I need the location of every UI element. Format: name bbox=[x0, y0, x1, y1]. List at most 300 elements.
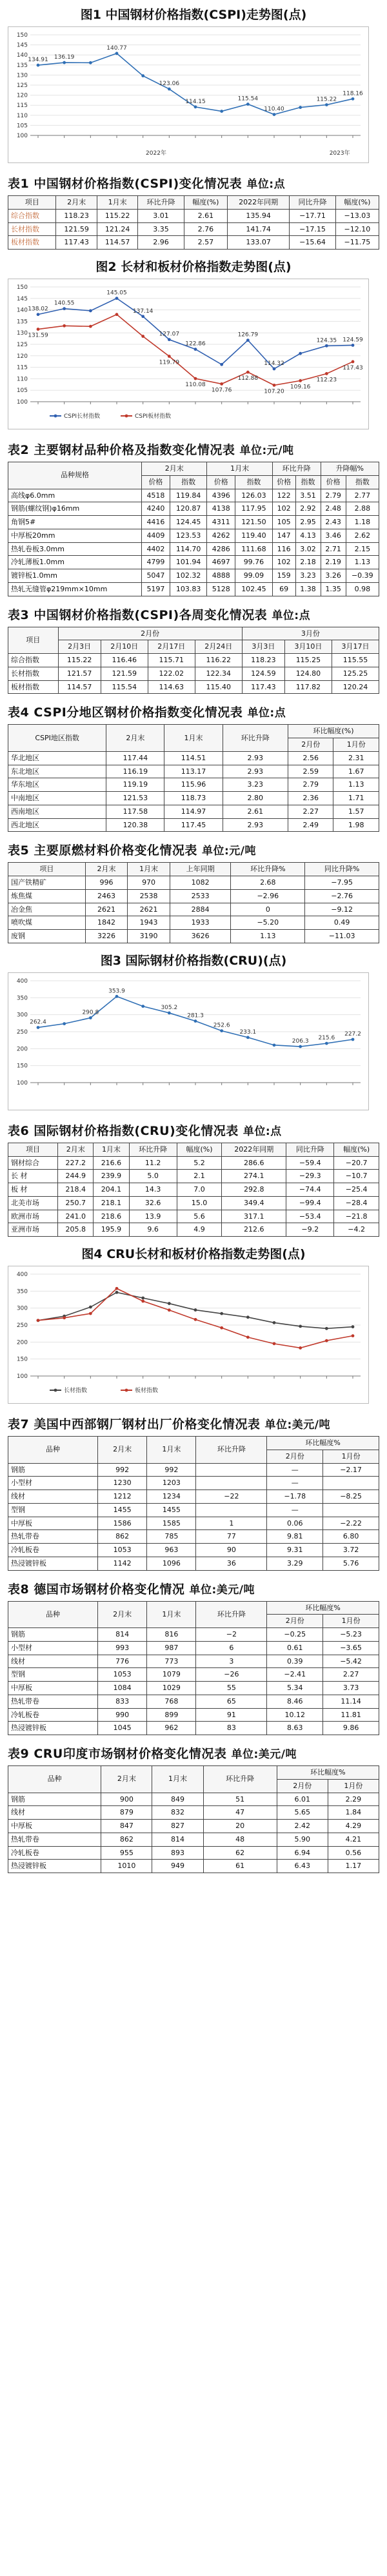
data-point bbox=[194, 105, 197, 108]
data-label: 233.1 bbox=[239, 1028, 257, 1036]
table-cell: 5.0 bbox=[129, 1170, 177, 1183]
table-cell: 117.58 bbox=[106, 805, 164, 818]
table-cell: 热轧无缝管φ219mm×10mm bbox=[8, 582, 142, 596]
table-cell: 5.90 bbox=[277, 1833, 328, 1846]
table3-title-text: 表3 中国钢材价格指数(CSPI)各周变化情况表 bbox=[8, 607, 268, 622]
table-cell: 832 bbox=[152, 1806, 203, 1820]
data-label: 115.54 bbox=[237, 95, 259, 103]
table-cell: 镀锌板1.0mm bbox=[8, 569, 142, 583]
table-cell: 990 bbox=[98, 1708, 147, 1722]
table-cell: 1 bbox=[196, 1517, 267, 1530]
table-row bbox=[8, 489, 379, 502]
table-cell: 3.01 bbox=[138, 209, 184, 222]
data-label: 262.4 bbox=[30, 1019, 46, 1026]
table-header-row bbox=[8, 627, 379, 640]
data-point bbox=[115, 1287, 119, 1290]
table-cell: 114.57 bbox=[97, 236, 137, 250]
data-label: 215.6 bbox=[318, 1034, 335, 1041]
table-cell: 833 bbox=[98, 1695, 147, 1708]
table-row bbox=[8, 1655, 379, 1668]
table-cell: 115.22 bbox=[97, 209, 137, 222]
table-cell: 814 bbox=[98, 1628, 147, 1642]
table-cell: 1234 bbox=[147, 1490, 196, 1504]
table-row bbox=[8, 1628, 379, 1642]
table8-unit: 单位:美元/吨 bbox=[189, 1583, 255, 1597]
table1-title bbox=[8, 170, 379, 195]
data-point bbox=[37, 64, 40, 67]
table-cell: 4409 bbox=[142, 529, 170, 542]
fig4-chart bbox=[8, 1266, 369, 1404]
table-cell: −9.2 bbox=[286, 1223, 334, 1237]
table-cell: −0.39 bbox=[346, 569, 379, 583]
data-label: 110.08 bbox=[185, 382, 206, 389]
table-cell: 115.22 bbox=[58, 654, 101, 667]
table-cell: 2.57 bbox=[184, 236, 227, 250]
table-cell: −20.7 bbox=[334, 1156, 379, 1170]
table-header-cell: 环比幅度(%) bbox=[288, 725, 379, 738]
table-header-cell: 同比升降 bbox=[286, 1143, 334, 1156]
table-cell: −11.75 bbox=[335, 236, 379, 250]
table-cell: 122 bbox=[272, 489, 295, 502]
table9-title-text: 表9 CRU印度市场钢材价格变化情况表 bbox=[8, 1747, 227, 1761]
table-header-cell: 品种 bbox=[8, 1766, 101, 1793]
table-cell: 0.49 bbox=[305, 916, 379, 930]
table-cell: 2.76 bbox=[184, 222, 227, 236]
table-cell: −2.96 bbox=[231, 889, 305, 903]
y-tick-label: 100 bbox=[16, 1079, 28, 1086]
table-cell: 9.81 bbox=[267, 1530, 323, 1544]
table-cell: 119.84 bbox=[170, 489, 207, 502]
legend-label: CSPI板材指数 bbox=[135, 413, 172, 420]
table-header-cell: 环比升降% bbox=[231, 863, 305, 876]
table-cell: 101.94 bbox=[170, 556, 207, 569]
data-point bbox=[63, 61, 66, 64]
table-subheader-row bbox=[8, 640, 379, 654]
table-cell: 20 bbox=[203, 1820, 277, 1833]
table-cell: 69 bbox=[272, 582, 295, 596]
table-cell bbox=[323, 1503, 379, 1517]
fig4-caption: 图4 CRU长材和板材价格指数走势图(点) bbox=[81, 1247, 306, 1261]
table-header-cell: 3月17日 bbox=[332, 640, 379, 654]
table-cell bbox=[323, 1477, 379, 1490]
table6-section bbox=[0, 1115, 387, 1239]
table-row bbox=[8, 1156, 379, 1170]
data-point bbox=[168, 88, 171, 91]
table-header-cell: 环比幅度% bbox=[277, 1766, 379, 1780]
data-point bbox=[325, 1041, 328, 1045]
data-point bbox=[273, 1321, 276, 1324]
table-cell: 1842 bbox=[85, 916, 128, 930]
table-row bbox=[8, 916, 379, 930]
table-cell: 117.95 bbox=[235, 502, 273, 516]
table-header-row bbox=[8, 725, 379, 738]
table-cell: 1010 bbox=[101, 1860, 152, 1873]
table-row bbox=[8, 1708, 379, 1722]
table-cell: 2.92 bbox=[295, 502, 321, 516]
table7-title bbox=[8, 1411, 379, 1436]
table-cell: 117.82 bbox=[284, 680, 332, 694]
table-cell: 239.9 bbox=[94, 1170, 129, 1183]
table-header-row bbox=[8, 462, 379, 476]
table-cell: 121.59 bbox=[56, 222, 97, 236]
table-cell: 高线φ6.0mm bbox=[8, 489, 142, 502]
data-point bbox=[246, 1036, 250, 1039]
table-cell: 欧洲市场 bbox=[8, 1210, 58, 1223]
table-header-cell: 环比幅度% bbox=[267, 1601, 379, 1615]
data-point bbox=[89, 1306, 92, 1309]
table-cell: 钢筋(螺纹钢)φ16mm bbox=[8, 502, 142, 516]
table-cell: 热浸镀锌板 bbox=[8, 1557, 98, 1570]
table-cell: 121.57 bbox=[58, 667, 101, 680]
data-point bbox=[352, 344, 355, 347]
table-cell: 2.1 bbox=[177, 1170, 222, 1183]
table-cell: −26 bbox=[196, 1668, 267, 1682]
table-cell: 115.40 bbox=[195, 680, 242, 694]
table-header-cell: 项目 bbox=[8, 863, 86, 876]
table-cell: 119.40 bbox=[235, 529, 273, 542]
table-cell: 2463 bbox=[85, 889, 128, 903]
table-cell: 993 bbox=[98, 1641, 147, 1655]
table-cell: 热浸镀锌板 bbox=[8, 1722, 98, 1735]
table-cell: 2.18 bbox=[295, 556, 321, 569]
table-cell: 1045 bbox=[98, 1722, 147, 1735]
table9-unit: 单位:美元/吨 bbox=[231, 1748, 297, 1761]
data-label: 123.06 bbox=[159, 81, 180, 88]
table-header-cell: 1月份 bbox=[323, 1615, 379, 1628]
table-cell: 114.97 bbox=[164, 805, 223, 818]
table-cell: 中南地区 bbox=[8, 792, 106, 805]
table9 bbox=[8, 1765, 379, 1873]
table-cell: 5197 bbox=[142, 582, 170, 596]
data-point bbox=[299, 352, 302, 355]
table-cell: 5128 bbox=[207, 582, 235, 596]
y-tick-label: 300 bbox=[16, 1305, 28, 1312]
table9-section bbox=[0, 1738, 387, 1876]
data-point bbox=[89, 1016, 92, 1019]
table-cell: 2.19 bbox=[321, 556, 346, 569]
y-tick-label: 150 bbox=[16, 32, 28, 39]
table-cell: 西北地区 bbox=[8, 818, 106, 832]
table-cell: 11.2 bbox=[129, 1156, 177, 1170]
table-header-row bbox=[8, 196, 379, 210]
data-point bbox=[220, 110, 223, 113]
data-point bbox=[63, 307, 66, 310]
table-cell: 1.84 bbox=[328, 1806, 379, 1820]
data-label: 122.86 bbox=[185, 340, 206, 348]
table-cell: 785 bbox=[147, 1530, 196, 1544]
table-cell: 1203 bbox=[147, 1477, 196, 1490]
legend-marker bbox=[125, 1389, 128, 1392]
table-cell: 3.23 bbox=[223, 778, 288, 792]
table-row bbox=[8, 1682, 379, 1695]
table-cell: −2.17 bbox=[323, 1463, 379, 1477]
table-cell: 195.9 bbox=[94, 1223, 129, 1237]
x-year-label: 2022年 bbox=[146, 150, 166, 157]
legend-label: 长材指数 bbox=[64, 1388, 88, 1394]
table4-title bbox=[8, 699, 379, 724]
table-header-row bbox=[8, 1143, 379, 1156]
y-tick-label: 110 bbox=[16, 376, 28, 383]
table-cell: 热轧卷板3.0mm bbox=[8, 542, 142, 556]
table-cell: 1.13 bbox=[231, 930, 305, 943]
table-row bbox=[8, 556, 379, 569]
legend-marker bbox=[54, 415, 57, 418]
table-header-cell: 1月末 bbox=[147, 1601, 196, 1628]
table-cell: 955 bbox=[101, 1846, 152, 1860]
table-cell: −59.4 bbox=[286, 1156, 334, 1170]
table-cell: 847 bbox=[101, 1820, 152, 1833]
table-cell: −25.4 bbox=[334, 1183, 379, 1197]
table-cell: 3626 bbox=[170, 930, 231, 943]
table-cell: 1142 bbox=[98, 1557, 147, 1570]
table-cell: 218.4 bbox=[58, 1183, 94, 1197]
data-label: 112.88 bbox=[237, 375, 259, 382]
table-cell: 废钢 bbox=[8, 930, 86, 943]
table-header-cell: CSPI地区指数 bbox=[8, 725, 106, 752]
y-tick-label: 135 bbox=[16, 319, 28, 326]
table-cell: 6.94 bbox=[277, 1846, 328, 1860]
table-row bbox=[8, 569, 379, 583]
table-cell: 899 bbox=[147, 1708, 196, 1722]
table-cell: 线材 bbox=[8, 1490, 98, 1504]
data-point bbox=[115, 1291, 119, 1294]
table-cell: 钢筋 bbox=[8, 1463, 98, 1477]
table-cell: 970 bbox=[128, 876, 170, 890]
table6-title-text: 表6 国际钢材价格指数(CRU)变化情况表 bbox=[8, 1123, 239, 1138]
table-cell: 2538 bbox=[128, 889, 170, 903]
table-cell: 135.94 bbox=[227, 209, 289, 222]
table-cell: 114.63 bbox=[148, 680, 195, 694]
table-cell: 768 bbox=[147, 1695, 196, 1708]
table-row bbox=[8, 582, 379, 596]
table-cell bbox=[196, 1477, 267, 1490]
table-cell: 51 bbox=[203, 1793, 277, 1806]
table-header-cell: 环比升降 bbox=[223, 725, 288, 752]
table-row bbox=[8, 667, 379, 680]
table-cell: 1.13 bbox=[333, 778, 379, 792]
table-cell: 华东地区 bbox=[8, 778, 106, 792]
legend-label: CSPI长材指数 bbox=[64, 413, 101, 420]
table-cell: 827 bbox=[152, 1820, 203, 1833]
table-cell: 987 bbox=[147, 1641, 196, 1655]
data-point bbox=[273, 1342, 276, 1345]
data-point bbox=[194, 1318, 197, 1321]
table-cell: 814 bbox=[152, 1833, 203, 1846]
table-cell: 2.79 bbox=[288, 778, 333, 792]
data-point bbox=[194, 377, 197, 380]
table-cell: 2.61 bbox=[223, 805, 288, 818]
table4-unit: 单位:点 bbox=[247, 707, 286, 720]
table-header-cell: 项目 bbox=[8, 627, 59, 654]
table-header-row bbox=[8, 1437, 379, 1450]
table-cell: −3.65 bbox=[323, 1641, 379, 1655]
table-cell: 中厚板 bbox=[8, 1682, 98, 1695]
table-cell: 159 bbox=[272, 569, 295, 583]
y-tick-label: 100 bbox=[16, 1373, 28, 1380]
data-point bbox=[168, 338, 171, 341]
data-point bbox=[141, 315, 144, 318]
table-cell: 4311 bbox=[207, 516, 235, 529]
table-row bbox=[8, 236, 379, 250]
table-cell: 250.7 bbox=[58, 1196, 94, 1210]
table-cell: 2.88 bbox=[346, 502, 379, 516]
table-cell: −7.95 bbox=[305, 876, 379, 890]
table-header-cell: 1月份 bbox=[323, 1450, 379, 1463]
table-cell: −2.76 bbox=[305, 889, 379, 903]
table-cell: 5047 bbox=[142, 569, 170, 583]
table-cell: 113.17 bbox=[164, 765, 223, 778]
table-cell: 102.45 bbox=[235, 582, 273, 596]
table-cell: 99.76 bbox=[235, 556, 273, 569]
table-cell: 2.77 bbox=[346, 489, 379, 502]
data-label: 206.3 bbox=[292, 1037, 309, 1045]
table-cell: 6.80 bbox=[323, 1530, 379, 1544]
table-cell: 2.56 bbox=[288, 751, 333, 765]
table8-title bbox=[8, 1576, 379, 1601]
table-cell: 105 bbox=[272, 516, 295, 529]
table-cell: 115.55 bbox=[332, 654, 379, 667]
y-tick-label: 105 bbox=[16, 388, 28, 395]
table-cell: 0 bbox=[231, 903, 305, 916]
table-cell: 216.6 bbox=[94, 1156, 129, 1170]
table-cell: 103.83 bbox=[170, 582, 207, 596]
table-cell: 0.56 bbox=[328, 1846, 379, 1860]
table-row bbox=[8, 1477, 379, 1490]
table-cell: −53.4 bbox=[286, 1210, 334, 1223]
data-point bbox=[37, 1319, 40, 1322]
table-cell: 国产铁精矿 bbox=[8, 876, 86, 890]
data-point bbox=[273, 113, 276, 116]
table-header-cell: 幅度(%) bbox=[335, 196, 379, 210]
table7 bbox=[8, 1436, 379, 1571]
table-header-cell: 3月10日 bbox=[284, 640, 332, 654]
table-cell: 4396 bbox=[207, 489, 235, 502]
table9-title bbox=[8, 1740, 379, 1765]
table-row bbox=[8, 930, 379, 943]
table-row bbox=[8, 805, 379, 818]
table-cell: 115.96 bbox=[164, 778, 223, 792]
fig2-section bbox=[0, 252, 387, 434]
table-cell: −5.20 bbox=[231, 916, 305, 930]
table-cell: −13.03 bbox=[335, 209, 379, 222]
table-header-cell: 2月末 bbox=[101, 1766, 152, 1793]
table-cell: 型钢 bbox=[8, 1503, 98, 1517]
table-header-cell: 2月末 bbox=[58, 1143, 94, 1156]
data-label: 138.02 bbox=[28, 306, 48, 313]
table-cell: −10.7 bbox=[334, 1170, 379, 1183]
table-header-cell: 指数 bbox=[170, 475, 207, 489]
table-cell: 2.36 bbox=[288, 792, 333, 805]
data-label: 124.35 bbox=[316, 337, 337, 344]
table-cell: 116.22 bbox=[195, 654, 242, 667]
table-cell: 47 bbox=[203, 1806, 277, 1820]
table-cell: 227.2 bbox=[58, 1156, 94, 1170]
table2 bbox=[8, 462, 379, 596]
table-cell: 1933 bbox=[170, 916, 231, 930]
data-point bbox=[141, 1299, 144, 1303]
table3-unit: 单位:点 bbox=[272, 609, 311, 622]
table-cell: 99.09 bbox=[235, 569, 273, 583]
fig3-section bbox=[0, 946, 387, 1115]
table-cell: 亚洲市场 bbox=[8, 1223, 58, 1237]
table-cell: 14.3 bbox=[129, 1183, 177, 1197]
table-header-cell: 品种 bbox=[8, 1601, 98, 1628]
table7-section bbox=[0, 1408, 387, 1573]
table-cell: 1230 bbox=[98, 1477, 147, 1490]
table-header-cell: 2月份 bbox=[58, 627, 242, 640]
table-cell: 4286 bbox=[207, 542, 235, 556]
y-tick-label: 125 bbox=[16, 83, 28, 89]
data-label: 290.8 bbox=[82, 1009, 99, 1016]
table-header-cell: 1月末 bbox=[152, 1766, 203, 1793]
data-label: 134.91 bbox=[28, 57, 48, 64]
table-header-cell: 环比升降 bbox=[196, 1601, 267, 1628]
data-label: 118.16 bbox=[342, 90, 363, 97]
table-cell: 1.13 bbox=[346, 556, 379, 569]
table-cell: 274.1 bbox=[222, 1170, 286, 1183]
table-cell: −1.78 bbox=[267, 1490, 323, 1504]
table-cell: 4416 bbox=[142, 516, 170, 529]
table-cell: 板材指数 bbox=[8, 236, 56, 250]
data-point bbox=[352, 1325, 355, 1328]
table-cell: 62 bbox=[203, 1846, 277, 1860]
x-year-label: 2023年 bbox=[329, 150, 350, 157]
table-cell: 119.19 bbox=[106, 778, 164, 792]
table-row bbox=[8, 209, 379, 222]
table-cell: −28.4 bbox=[334, 1196, 379, 1210]
table-cell: 963 bbox=[147, 1544, 196, 1557]
table-cell: 2.79 bbox=[321, 489, 346, 502]
table-cell: 2.43 bbox=[321, 516, 346, 529]
table4-title-text: 表4 CSPI分地区钢材价格指数变化情况表 bbox=[8, 705, 243, 720]
data-label: 252.6 bbox=[213, 1022, 230, 1029]
y-tick-label: 135 bbox=[16, 62, 28, 69]
table-cell: 133.07 bbox=[227, 236, 289, 250]
table-header-cell: 价格 bbox=[321, 475, 346, 489]
table8-title-text: 表8 德国市场钢材价格变化情况 bbox=[8, 1582, 185, 1597]
table-header-cell: 品种规格 bbox=[8, 462, 142, 489]
table-cell: 5.34 bbox=[267, 1682, 323, 1695]
table-cell: 2.48 bbox=[321, 502, 346, 516]
table-row bbox=[8, 1170, 379, 1183]
y-tick-label: 350 bbox=[16, 1288, 28, 1295]
table-cell: 996 bbox=[85, 876, 128, 890]
data-point bbox=[141, 74, 144, 77]
table-cell: 3.73 bbox=[323, 1682, 379, 1695]
table-cell: 61 bbox=[203, 1860, 277, 1873]
data-label: 109.16 bbox=[290, 384, 311, 391]
data-point bbox=[89, 325, 92, 328]
table-cell: 2.15 bbox=[346, 542, 379, 556]
table7-title-text: 表7 美国中西部钢厂钢材出厂价格变化情况表 bbox=[8, 1417, 261, 1431]
data-label: 115.22 bbox=[316, 96, 337, 103]
table-header-cell: 幅度(%) bbox=[184, 196, 227, 210]
data-point bbox=[220, 1029, 223, 1032]
data-point bbox=[299, 1045, 302, 1048]
table-row bbox=[8, 1793, 379, 1806]
table-cell: 2.27 bbox=[288, 805, 333, 818]
data-point bbox=[89, 1312, 92, 1315]
data-label: 107.76 bbox=[211, 387, 232, 394]
table-cell: 3.35 bbox=[138, 222, 184, 236]
table-cell: 1079 bbox=[147, 1668, 196, 1682]
fig3-chart bbox=[8, 972, 369, 1110]
y-tick-label: 125 bbox=[16, 342, 28, 348]
y-tick-label: 145 bbox=[16, 42, 28, 49]
table-cell: 9.6 bbox=[129, 1223, 177, 1237]
data-label: 114.15 bbox=[185, 98, 206, 105]
table-cell: 3226 bbox=[85, 930, 128, 943]
